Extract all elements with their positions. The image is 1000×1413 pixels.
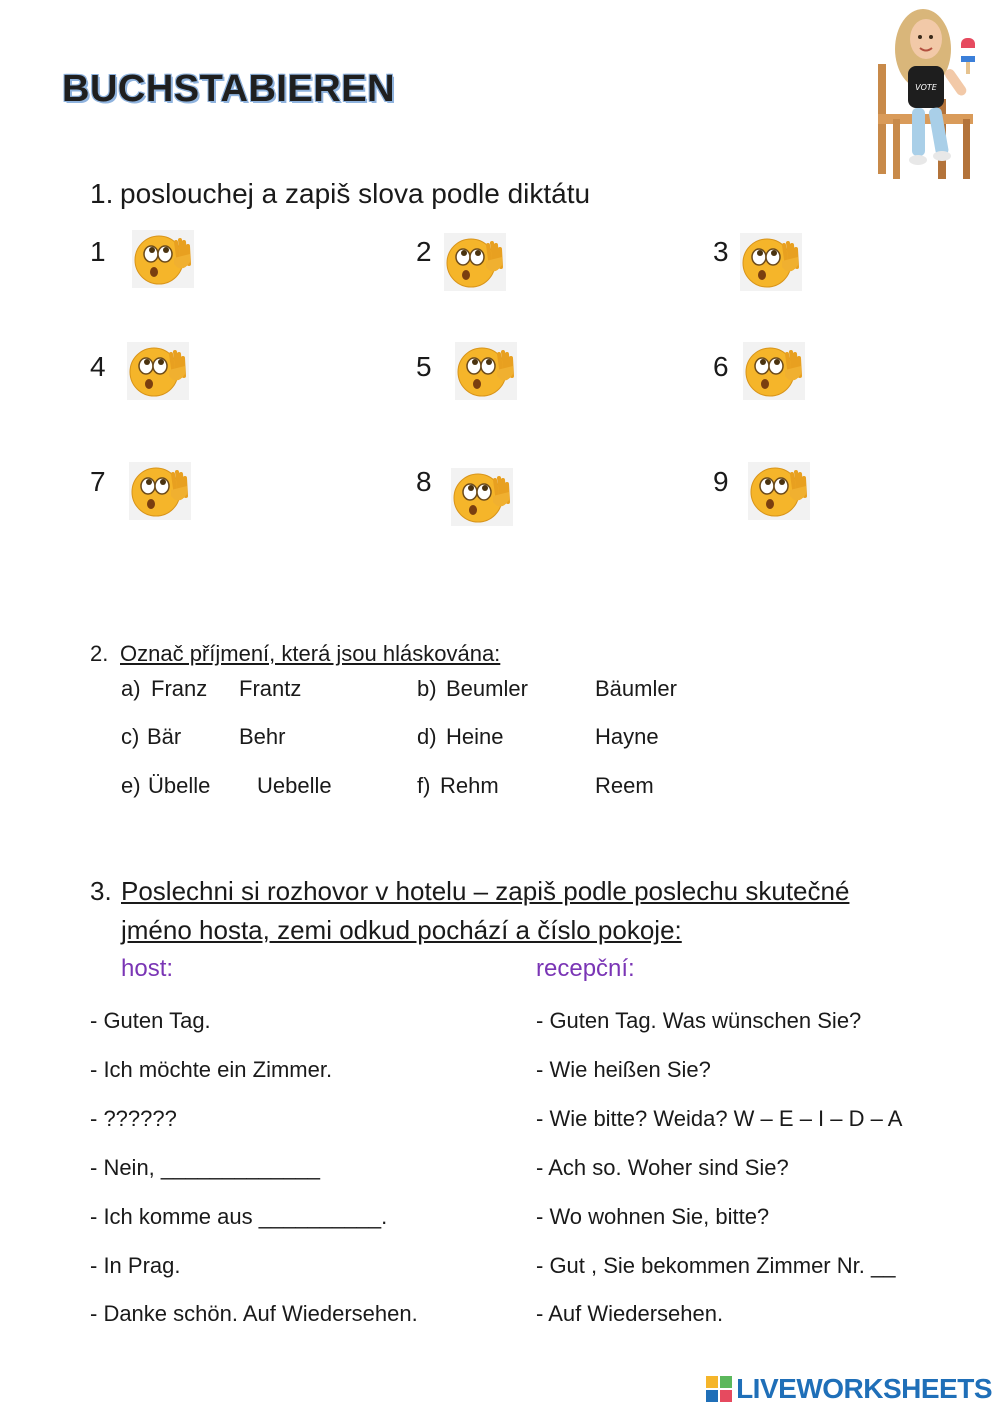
host-label: host: bbox=[121, 955, 174, 982]
task2-number: 2. bbox=[90, 641, 109, 666]
surname-option[interactable]: Beumler bbox=[446, 676, 528, 701]
surname-option[interactable]: Rehm bbox=[440, 773, 499, 798]
reception-line: - Wie heißen Sie? bbox=[536, 1057, 711, 1082]
host-line: - Guten Tag. bbox=[90, 1008, 211, 1033]
surname-option[interactable]: Hayne bbox=[595, 724, 659, 749]
dictation-number: 7 bbox=[90, 466, 106, 497]
reception-line: - Wie bitte? Weida? W – E – I – D – A bbox=[536, 1106, 903, 1131]
face-with-rolling-eyes-hand-icon[interactable] bbox=[132, 230, 194, 288]
host-line: - ?????? bbox=[90, 1106, 177, 1131]
reception-line: - Wo wohnen Sie, bitte? bbox=[536, 1204, 770, 1229]
reception-line: - Ach so. Woher sind Sie? bbox=[536, 1155, 789, 1180]
surname-option[interactable]: Uebelle bbox=[257, 773, 332, 798]
task1-number: 1. bbox=[90, 178, 114, 209]
face-with-rolling-eyes-hand-icon[interactable] bbox=[127, 342, 189, 400]
host-line: - Danke schön. Auf Wiedersehen. bbox=[90, 1301, 418, 1326]
face-with-rolling-eyes-hand-icon[interactable] bbox=[129, 462, 191, 520]
option-letter: b) bbox=[417, 676, 437, 701]
dictation-number: 8 bbox=[416, 466, 432, 497]
svg-text:VOTE: VOTE bbox=[915, 83, 937, 92]
task3-heading-line1: Poslechni si rozhovor v hotelu – zapiš podle poslechu skutečné bbox=[121, 876, 850, 906]
dictation-number: 3 bbox=[713, 236, 729, 267]
face-with-rolling-eyes-hand-icon[interactable] bbox=[748, 462, 810, 520]
dictation-number: 1 bbox=[90, 236, 106, 267]
host-line-blank[interactable]: - Ich komme aus __________. bbox=[90, 1204, 388, 1229]
surname-option[interactable]: Übelle bbox=[148, 773, 211, 798]
task2-heading bbox=[90, 641, 500, 667]
reception-line: - Auf Wiedersehen. bbox=[536, 1301, 724, 1326]
task1-heading bbox=[90, 178, 590, 210]
avatar-illustration bbox=[868, 4, 988, 184]
surname-option[interactable]: Bär bbox=[147, 724, 182, 749]
reception-line-blank[interactable]: - Gut , Sie bekommen Zimmer Nr. __ bbox=[536, 1253, 896, 1278]
reception-line: - Guten Tag. Was wünschen Sie? bbox=[536, 1008, 862, 1033]
host-line: - Ich möchte ein Zimmer. bbox=[90, 1057, 333, 1082]
dictation-number: 4 bbox=[90, 351, 106, 382]
task3-number: 3. bbox=[90, 876, 112, 906]
task3-heading-line2: jméno hosta, zemi odkud pochází a číslo pokoje: bbox=[121, 915, 682, 945]
surname-option[interactable]: Behr bbox=[239, 724, 286, 749]
surname-option[interactable]: Frantz bbox=[239, 676, 302, 701]
face-with-rolling-eyes-hand-icon[interactable] bbox=[444, 233, 506, 291]
dictation-number: 9 bbox=[713, 466, 729, 497]
face-with-rolling-eyes-hand-icon[interactable] bbox=[743, 342, 805, 400]
option-letter: e) bbox=[121, 773, 141, 798]
reception-label: recepční: bbox=[536, 955, 635, 982]
dictation-number: 5 bbox=[416, 351, 432, 382]
surname-option[interactable]: Reem bbox=[595, 773, 654, 798]
dictation-number: 6 bbox=[713, 351, 729, 382]
task1-text: poslouchej a zapiš slova podle diktátu bbox=[120, 178, 591, 209]
face-with-rolling-eyes-hand-icon[interactable] bbox=[455, 342, 517, 400]
option-letter: f) bbox=[417, 773, 431, 798]
task2-text: Označ příjmení, která jsou hláskována: bbox=[120, 641, 501, 666]
host-line-blank[interactable]: - Nein, _____________ bbox=[90, 1155, 320, 1180]
face-with-rolling-eyes-hand-icon[interactable] bbox=[740, 233, 802, 291]
task3-heading bbox=[121, 872, 849, 950]
host-line: - In Prag. bbox=[90, 1253, 181, 1278]
surname-option[interactable]: Heine bbox=[446, 724, 504, 749]
option-letter: d) bbox=[417, 724, 437, 749]
option-letter: a) bbox=[121, 676, 141, 701]
face-with-rolling-eyes-hand-icon[interactable] bbox=[451, 468, 513, 526]
dictation-number: 2 bbox=[416, 236, 432, 267]
liveworksheets-logo-icon bbox=[706, 1376, 732, 1402]
liveworksheets-logo bbox=[706, 1373, 992, 1405]
option-letter: c) bbox=[121, 724, 140, 749]
brand-text: LIVEWORKSHEETS bbox=[736, 1373, 992, 1404]
page-title: BUCHSTABIEREN bbox=[62, 68, 396, 110]
surname-option[interactable]: Franz bbox=[151, 676, 208, 701]
surname-option[interactable]: Bäumler bbox=[595, 676, 677, 701]
